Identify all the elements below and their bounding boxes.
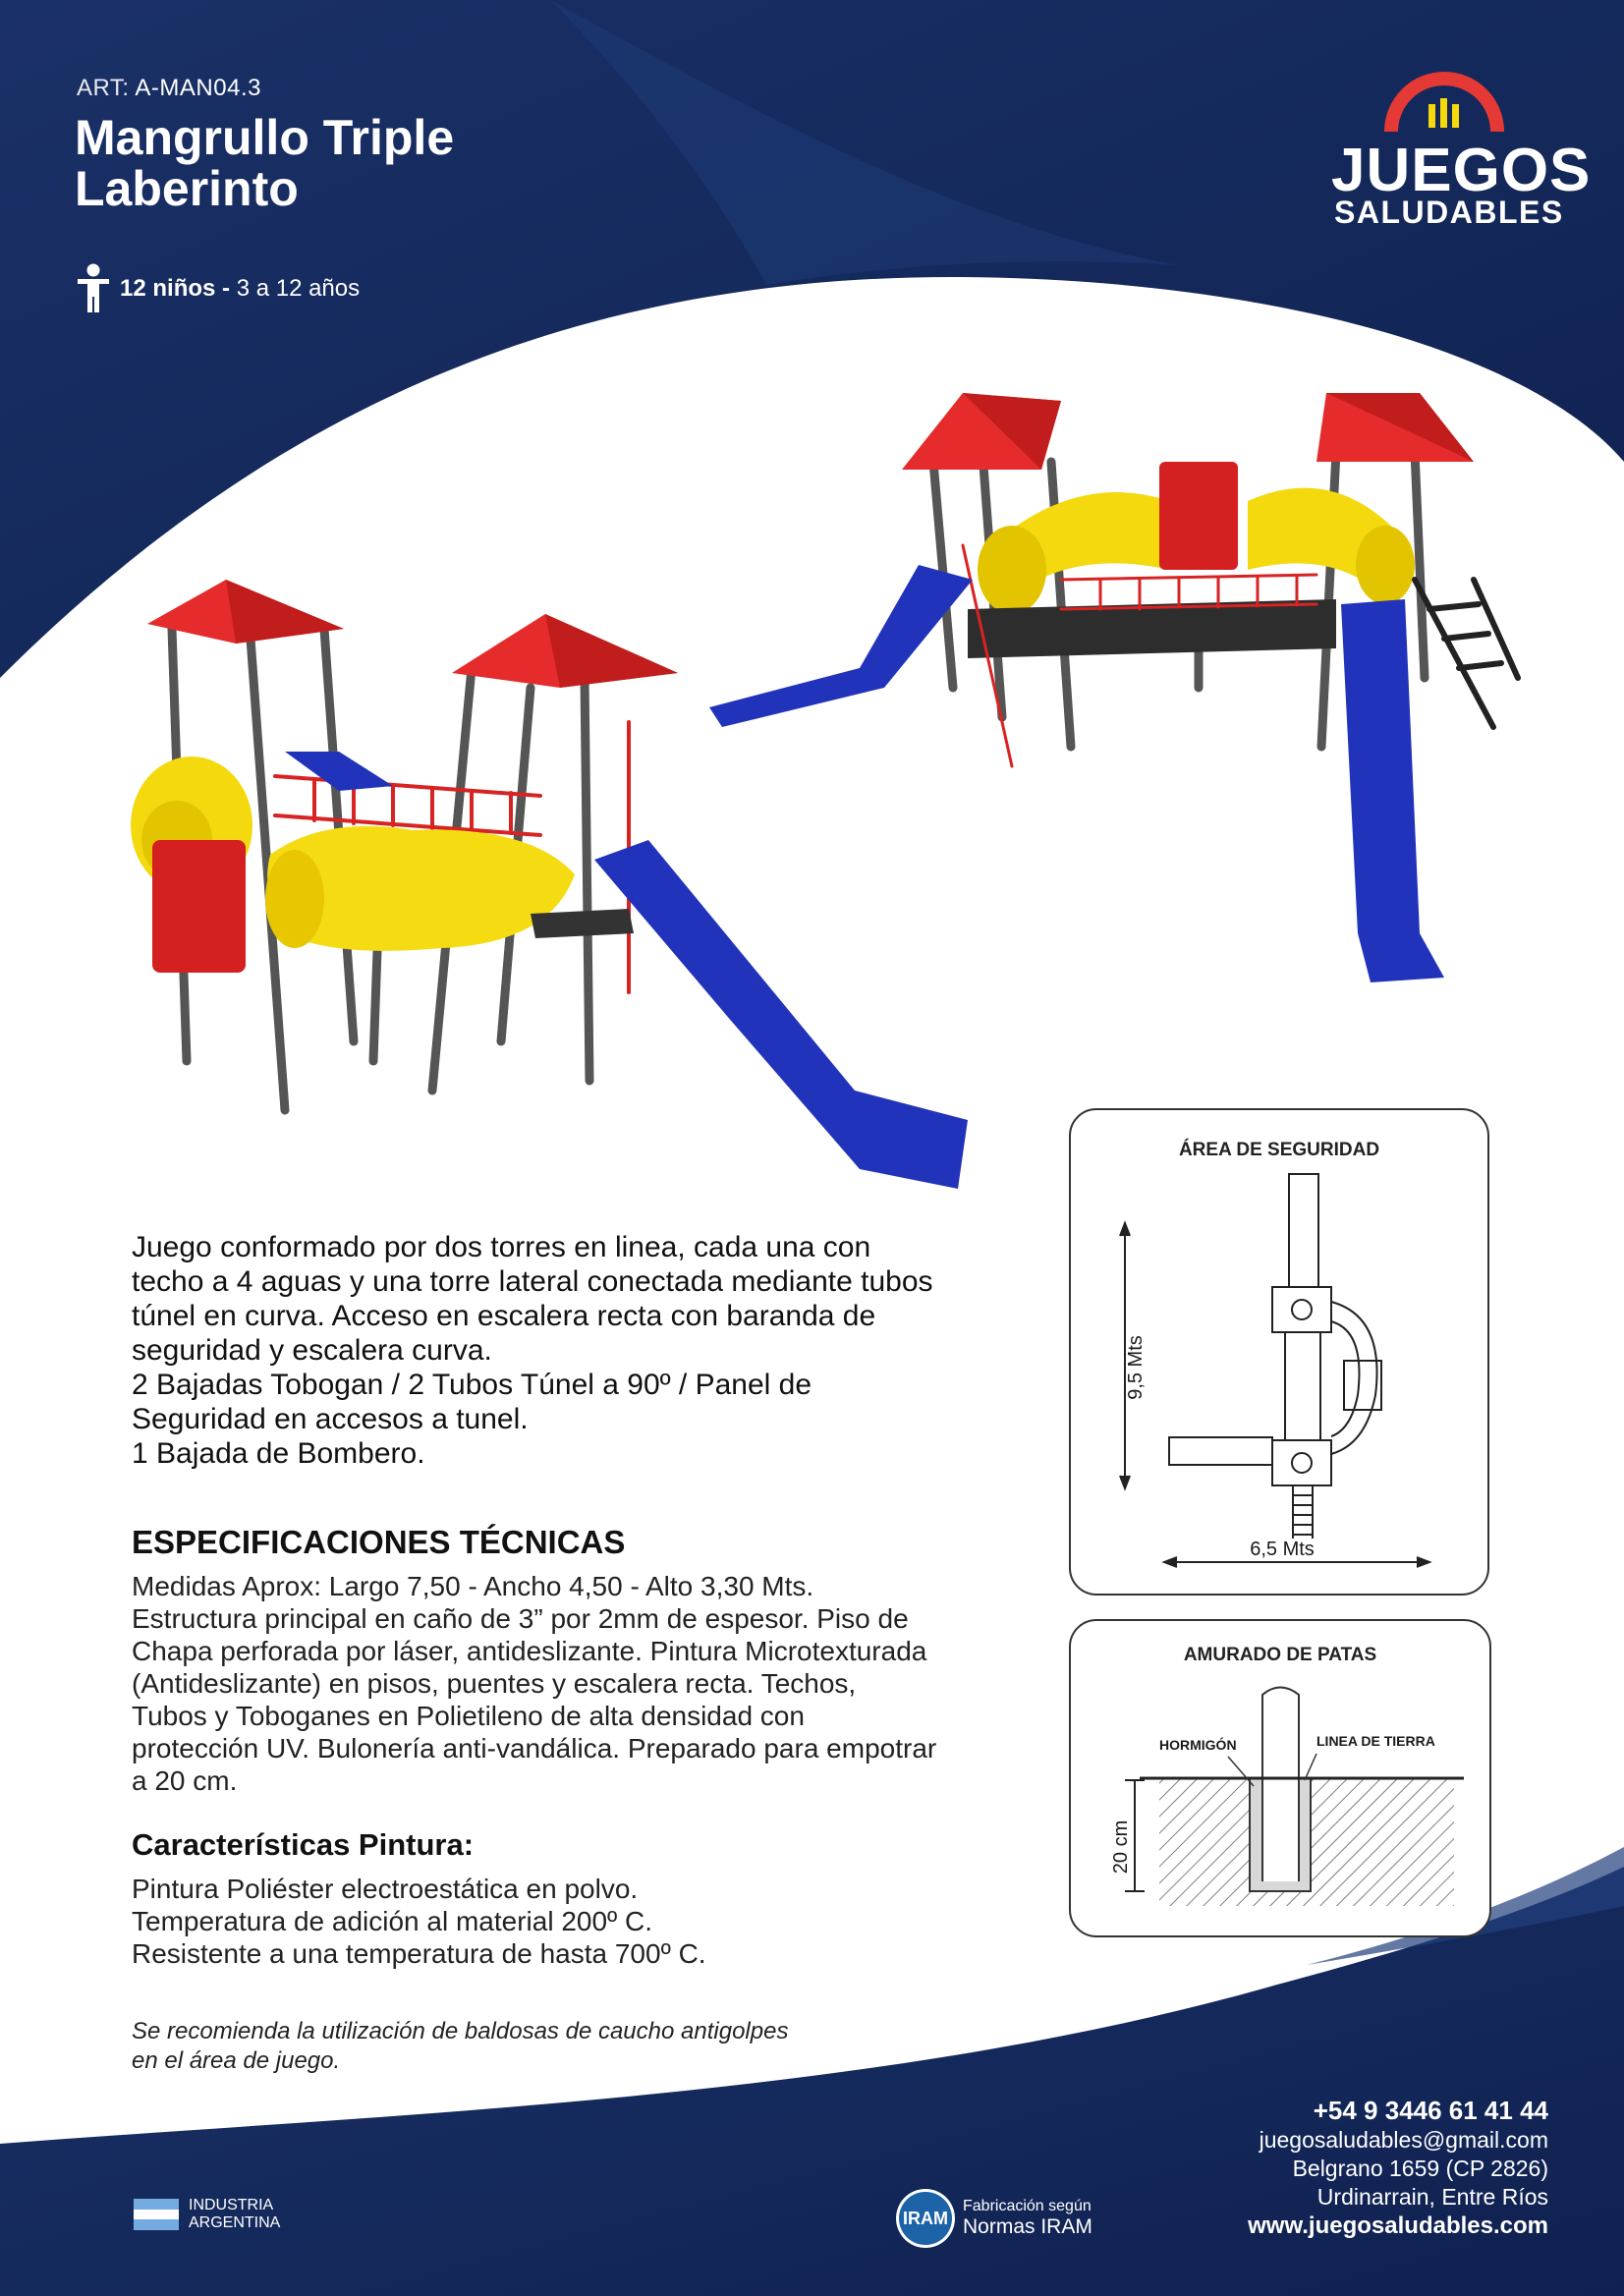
industria-line2: ARGENTINA xyxy=(189,2214,281,2231)
footing-drawing xyxy=(1071,1621,1489,1935)
kids-separator: - xyxy=(215,275,237,302)
description-firepole: 1 Bajada de Bombero. xyxy=(132,1437,425,1470)
brand-name-bottom: SALUDABLES xyxy=(1334,195,1564,230)
iram-logo-icon xyxy=(896,2189,955,2248)
iram-badge xyxy=(896,2189,1092,2248)
iram-line1: Fabricación según xyxy=(963,2198,1092,2214)
recommendation-note: Se recomienda la utilización de baldosas de caucho antigolpes en el área de juego. xyxy=(132,2018,789,2074)
kids-count: 12 niños xyxy=(120,275,216,302)
specs-body: Medidas Aprox: Largo 7,50 - Ancho 4,50 - Alto 3,30 Mts. Estructura principal en caño de 3” por 2mm de espesor. Piso de Chapa perforada por láser, antideslizante. Pintura Microtexturada (Antideslizante) en pisos, puentes y escalera recta. Techos, Tubos y Toboganes en Polietileno de alta densidad con protección UV. Bulonería anti-vandálica. Preparado para empotrar a 20 cm. xyxy=(132,1571,937,1796)
industria-line1: INDUSTRIA xyxy=(189,2197,274,2213)
industria-argentina-badge xyxy=(134,2197,280,2232)
footing-diagram xyxy=(1069,1619,1491,1937)
paint-line-2: Temperatura de adición al material 200º C. xyxy=(132,1906,653,1936)
paint-heading: Características Pintura: xyxy=(132,1827,475,1862)
address-line-1: Belgrano 1659 (CP 2826) xyxy=(1292,2156,1548,2181)
contact-info xyxy=(1248,2095,1548,2240)
right-playground xyxy=(709,393,1518,982)
article-number: A-MAN04.3 xyxy=(135,75,261,101)
website-link[interactable]: www.juegosaludables.com xyxy=(1248,2212,1548,2239)
width-label: 6,5 Mts xyxy=(1238,1539,1326,1561)
footing-title: AMURADO DE PATAS xyxy=(1183,1645,1377,1665)
description-paragraph: Juego conformado por dos torres en linea, cada una con techo a 4 aguas y una torre lateral conectada mediante tubos túnel en curva. Acceso en escalera recta con baranda de seguridad y escalera curva. xyxy=(132,1231,933,1367)
product-title-line2: Laberinto xyxy=(75,161,299,216)
specs-heading: ESPECIFICACIONES TÉCNICAS xyxy=(132,1524,626,1560)
phone-number[interactable]: +54 9 3446 61 41 44 xyxy=(1313,2096,1548,2125)
email-address[interactable]: juegosaludables@gmail.com xyxy=(1259,2127,1548,2153)
kids-ages: 3 a 12 años xyxy=(236,275,361,302)
iram-logo-text: IRAM xyxy=(899,2192,952,2245)
concrete-label: HORMIGÓN xyxy=(1159,1737,1237,1753)
safety-area-diagram xyxy=(1069,1108,1489,1596)
article-label: ART: xyxy=(77,75,130,101)
paint-details xyxy=(132,1873,937,1970)
product-description xyxy=(132,1230,937,1471)
left-playground xyxy=(131,580,968,1189)
address-line-2: Urdinarrain, Entre Ríos xyxy=(1316,2184,1548,2210)
safety-area-title: ÁREA DE SEGURIDAD xyxy=(1178,1140,1380,1160)
ground-line-label: LINEA DE TIERRA xyxy=(1316,1733,1435,1749)
argentina-flag-icon xyxy=(134,2199,179,2230)
description-components: 2 Bajadas Tobogan / 2 Tubos Túnel a 90º / Panel de Seguridad en accesos a tunel. xyxy=(132,1369,812,1435)
height-label: 9,5 Mts xyxy=(1125,1335,1147,1400)
iram-line2: Normas IRAM xyxy=(963,2215,1092,2238)
brand-name-top: JUEGOS xyxy=(1331,137,1592,204)
product-title-line1: Mangrullo Triple xyxy=(75,110,455,165)
depth-label: 20 cm xyxy=(1110,1820,1132,1875)
paint-line-3: Resistente a una temperatura de hasta 700º C. xyxy=(132,1938,706,1969)
paint-line-1: Pintura Poliéster electroestática en polvo. xyxy=(132,1874,639,1904)
